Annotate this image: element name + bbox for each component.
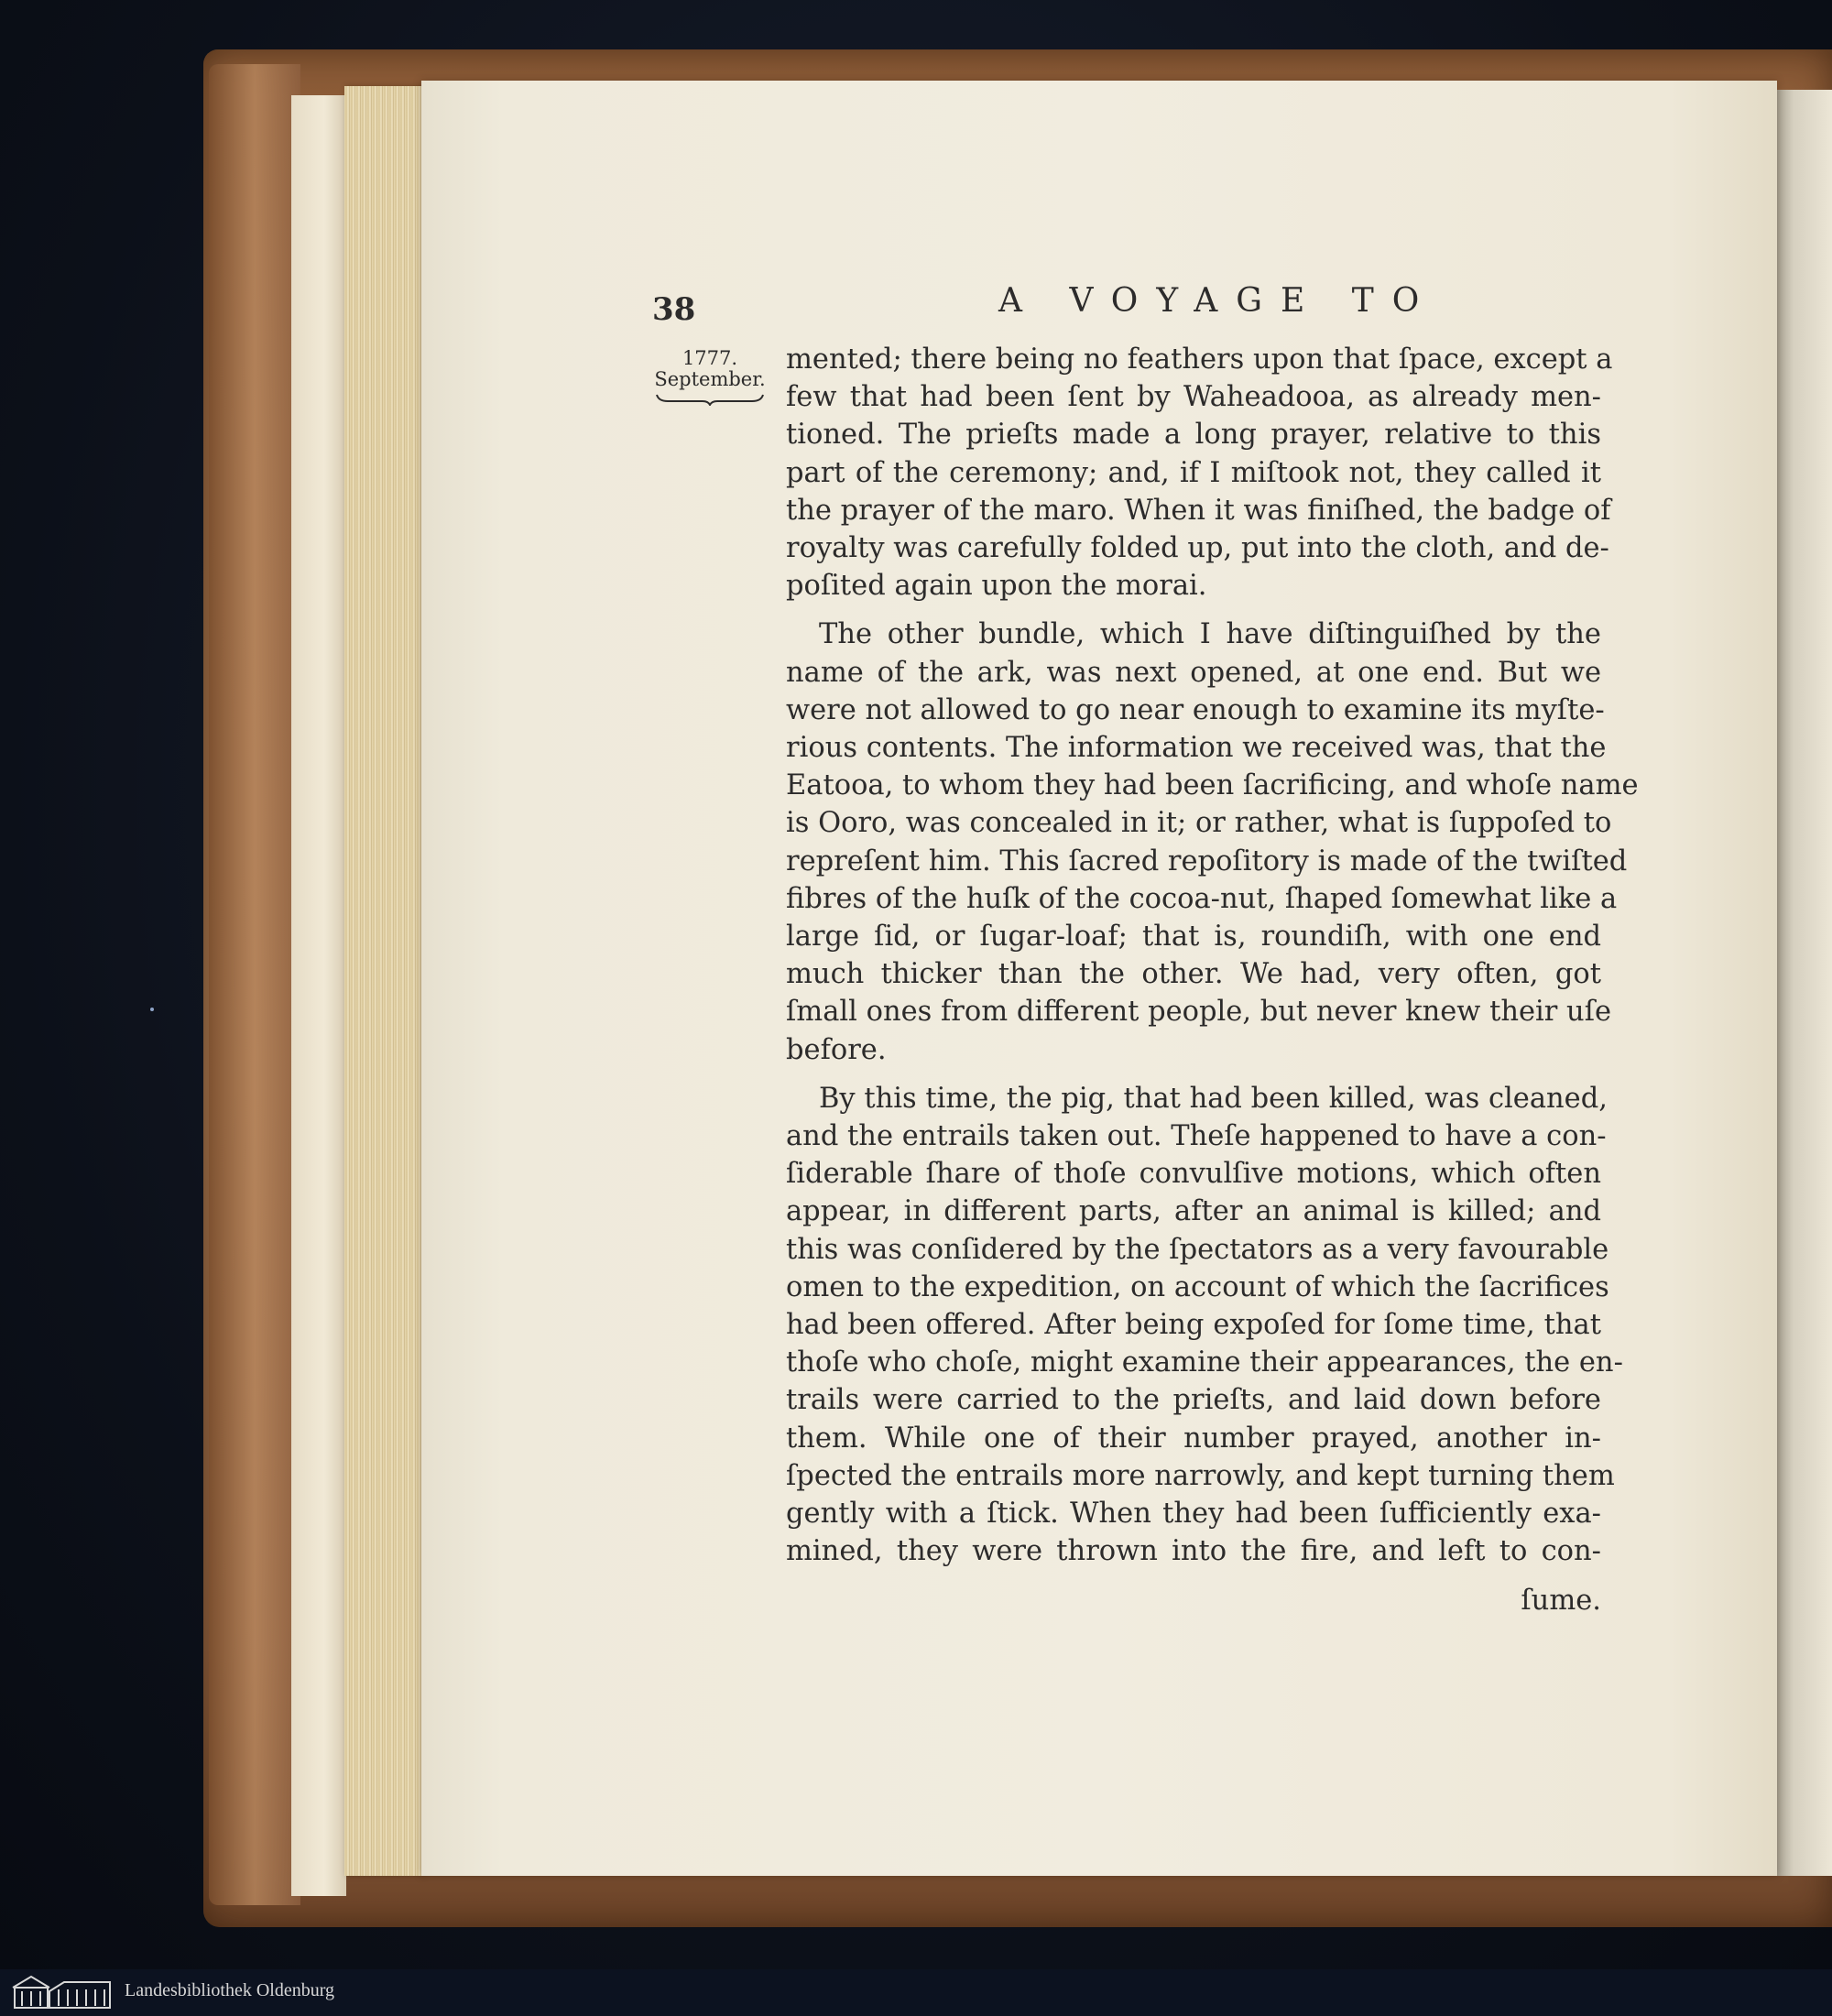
scan-speck [150, 1008, 154, 1011]
text-line: ſmall ones from different people, but never knew their uſe [786, 996, 1612, 1029]
catchword: ſume. [1521, 1584, 1601, 1617]
page-block-edges [344, 86, 423, 1876]
text-line: ſpected the entrails more narrowly, and kept turning them [786, 1459, 1615, 1492]
text-line: the prayer of the maro. When it was finiſhed, the badge of [786, 494, 1611, 527]
text-line: before. [786, 1033, 887, 1066]
margin-brace-icon [655, 393, 765, 406]
footer-bar [0, 1969, 1832, 2016]
text-line: large ſid, or ſugar-loaf; that is, roundiſh, with one end [786, 921, 1601, 954]
text-line: tioned. The prieſts made a long prayer, relative to this [786, 419, 1601, 452]
margin-note-year: 1777. [682, 347, 738, 369]
text-line: poſited again upon the morai. [786, 570, 1207, 603]
running-head: A VOYAGE TO [998, 282, 1438, 320]
text-line: fibres of the huſk of the cocoa-nut, ſhaped ſomewhat like a [786, 882, 1618, 915]
text-line: royalty was carefully folded up, put into the cloth, and de- [786, 532, 1609, 565]
paragraph-1 [786, 341, 1613, 605]
body-text [786, 341, 1639, 1619]
text-line: repreſent him. This ſacred repoſitory is made of the twiſted [786, 845, 1628, 877]
text-line: part of the ceremony; and, if I miſtook not, they called it [786, 456, 1601, 489]
text-line: name of the ark, was next opened, at one end. But we [786, 656, 1601, 689]
text-line: thoſe who choſe, might examine their appearances, the en- [786, 1346, 1623, 1379]
facing-page-edge [1777, 90, 1832, 1876]
paragraph-2 [786, 616, 1639, 1068]
endpaper [291, 95, 346, 1896]
text-line: rious contents. The information we received was, that the [786, 732, 1607, 765]
text-line: Eatooa, to whom they had been ſacrificing, and whoſe name [786, 769, 1639, 802]
text-line: were not allowed to go near enough to examine its myſte- [786, 693, 1605, 726]
text-line: much thicker than the other. We had, very often, got [786, 958, 1601, 991]
text-line: By this time, the pig, that had been killed, was cleaned, [819, 1082, 1608, 1115]
text-line: appear, in different parts, after an animal is killed; and [786, 1195, 1601, 1228]
text-line: trails were carried to the prieſts, and laid down before [786, 1384, 1601, 1417]
text-line: and the entrails taken out. Theſe happened to have a con- [786, 1120, 1607, 1153]
text-line: this was conſidered by the ſpectators as a very favourable [786, 1233, 1609, 1266]
margin-note [641, 348, 779, 406]
library-name: Landesbibliothek Oldenburg [125, 1980, 335, 2000]
text-line: few that had been ſent by Waheadooa, as already men- [786, 381, 1601, 414]
page-number: 38 [652, 291, 696, 328]
library-building-icon [9, 1973, 114, 2011]
text-line: mined, they were thrown into the fire, and left to con- [786, 1535, 1601, 1568]
text-line: ſiderable ſhare of thoſe convulſive motions, which often [786, 1158, 1601, 1191]
text-line: The other bundle, which I have diſtinguiſhed by the [819, 618, 1601, 651]
text-line: had been offered. After being expoſed for ſome time, that [786, 1309, 1601, 1342]
cover-spine-edge [209, 64, 300, 1905]
paragraph-3 [786, 1080, 1623, 1571]
text-line: them. While one of their number prayed, another in- [786, 1422, 1601, 1455]
margin-note-month: September. [654, 368, 766, 390]
text-line: omen to the expedition, on account of which the ſacrifices [786, 1270, 1609, 1303]
text-line: gently with a ſtick. When they had been ſufficiently exa- [786, 1498, 1601, 1531]
text-line: is Ooro, was concealed in it; or rather, what is ſuppoſed to [786, 807, 1612, 840]
text-line: mented; there being no feathers upon that ſpace, except a [786, 343, 1613, 376]
